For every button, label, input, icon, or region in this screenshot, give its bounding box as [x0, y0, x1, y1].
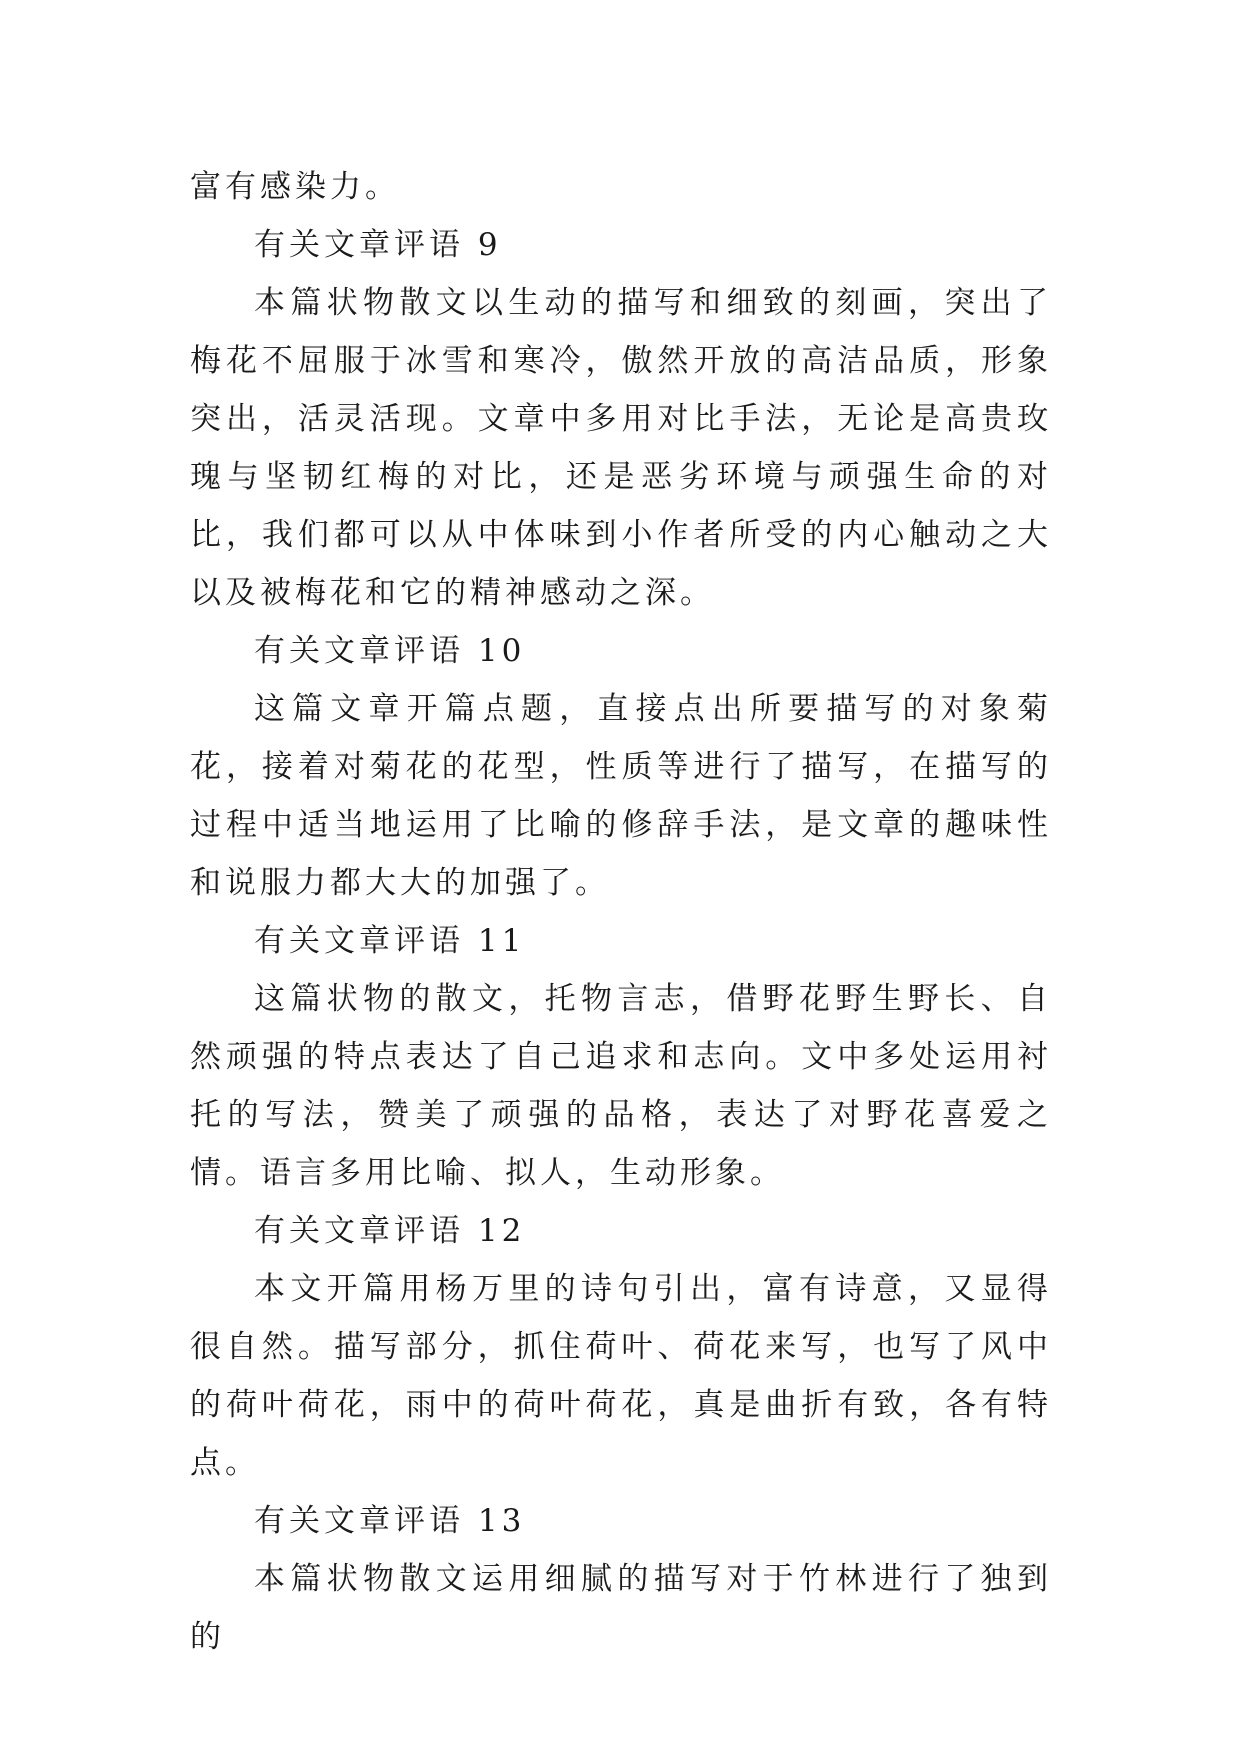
paragraph-review-12: 本文开篇用杨万里的诗句引出，富有诗意，又显得很自然。描写部分，抓住荷叶、荷花来写，也写了风中的荷叶荷花，雨中的荷叶荷花，真是曲折有致，各有特点。: [190, 1271, 1052, 1481]
paragraph-review-10: 这篇文章开篇点题，直接点出所要描写的对象菊花，接着对菊花的花型，性质等进行了描写，在描写的过程中适当地运用了比喻的修辞手法，是文章的趣味性和说服力都大大的加强了。: [190, 691, 1052, 901]
paragraph-continuation: 富有感染力。: [190, 169, 400, 205]
paragraph-review-9: 本篇状物散文以生动的描写和细致的刻画，突出了梅花不屈服于冰雪和寒冷，傲然开放的高洁品质，形象突出，活灵活现。文章中多用对比手法，无论是高贵玫瑰与坚韧红梅的对比，还是恶劣环境与顽强生命的对比，我们都可以从中体味到小作者所受的内心触动之大以及被梅花和它的精神感动之深。: [190, 285, 1052, 611]
paragraph-review-13: 本篇状物散文运用细腻的描写对于竹林进行了独到的: [190, 1561, 1052, 1655]
section-heading-9: 有关文章评语 9: [254, 227, 502, 263]
section-heading-10: 有关文章评语 10: [254, 633, 526, 669]
paragraph-review-11: 这篇状物的散文，托物言志，借野花野生野长、自然顽强的特点表达了自己追求和志向。文中多处运用衬托的写法，赞美了顽强的品格，表达了对野花喜爱之情。语言多用比喻、拟人，生动形象。: [190, 981, 1052, 1191]
section-heading-13: 有关文章评语 13: [254, 1503, 526, 1539]
section-heading-11: 有关文章评语 11: [254, 923, 526, 959]
document-body: [190, 158, 1052, 1666]
section-heading-12: 有关文章评语 12: [254, 1213, 526, 1249]
